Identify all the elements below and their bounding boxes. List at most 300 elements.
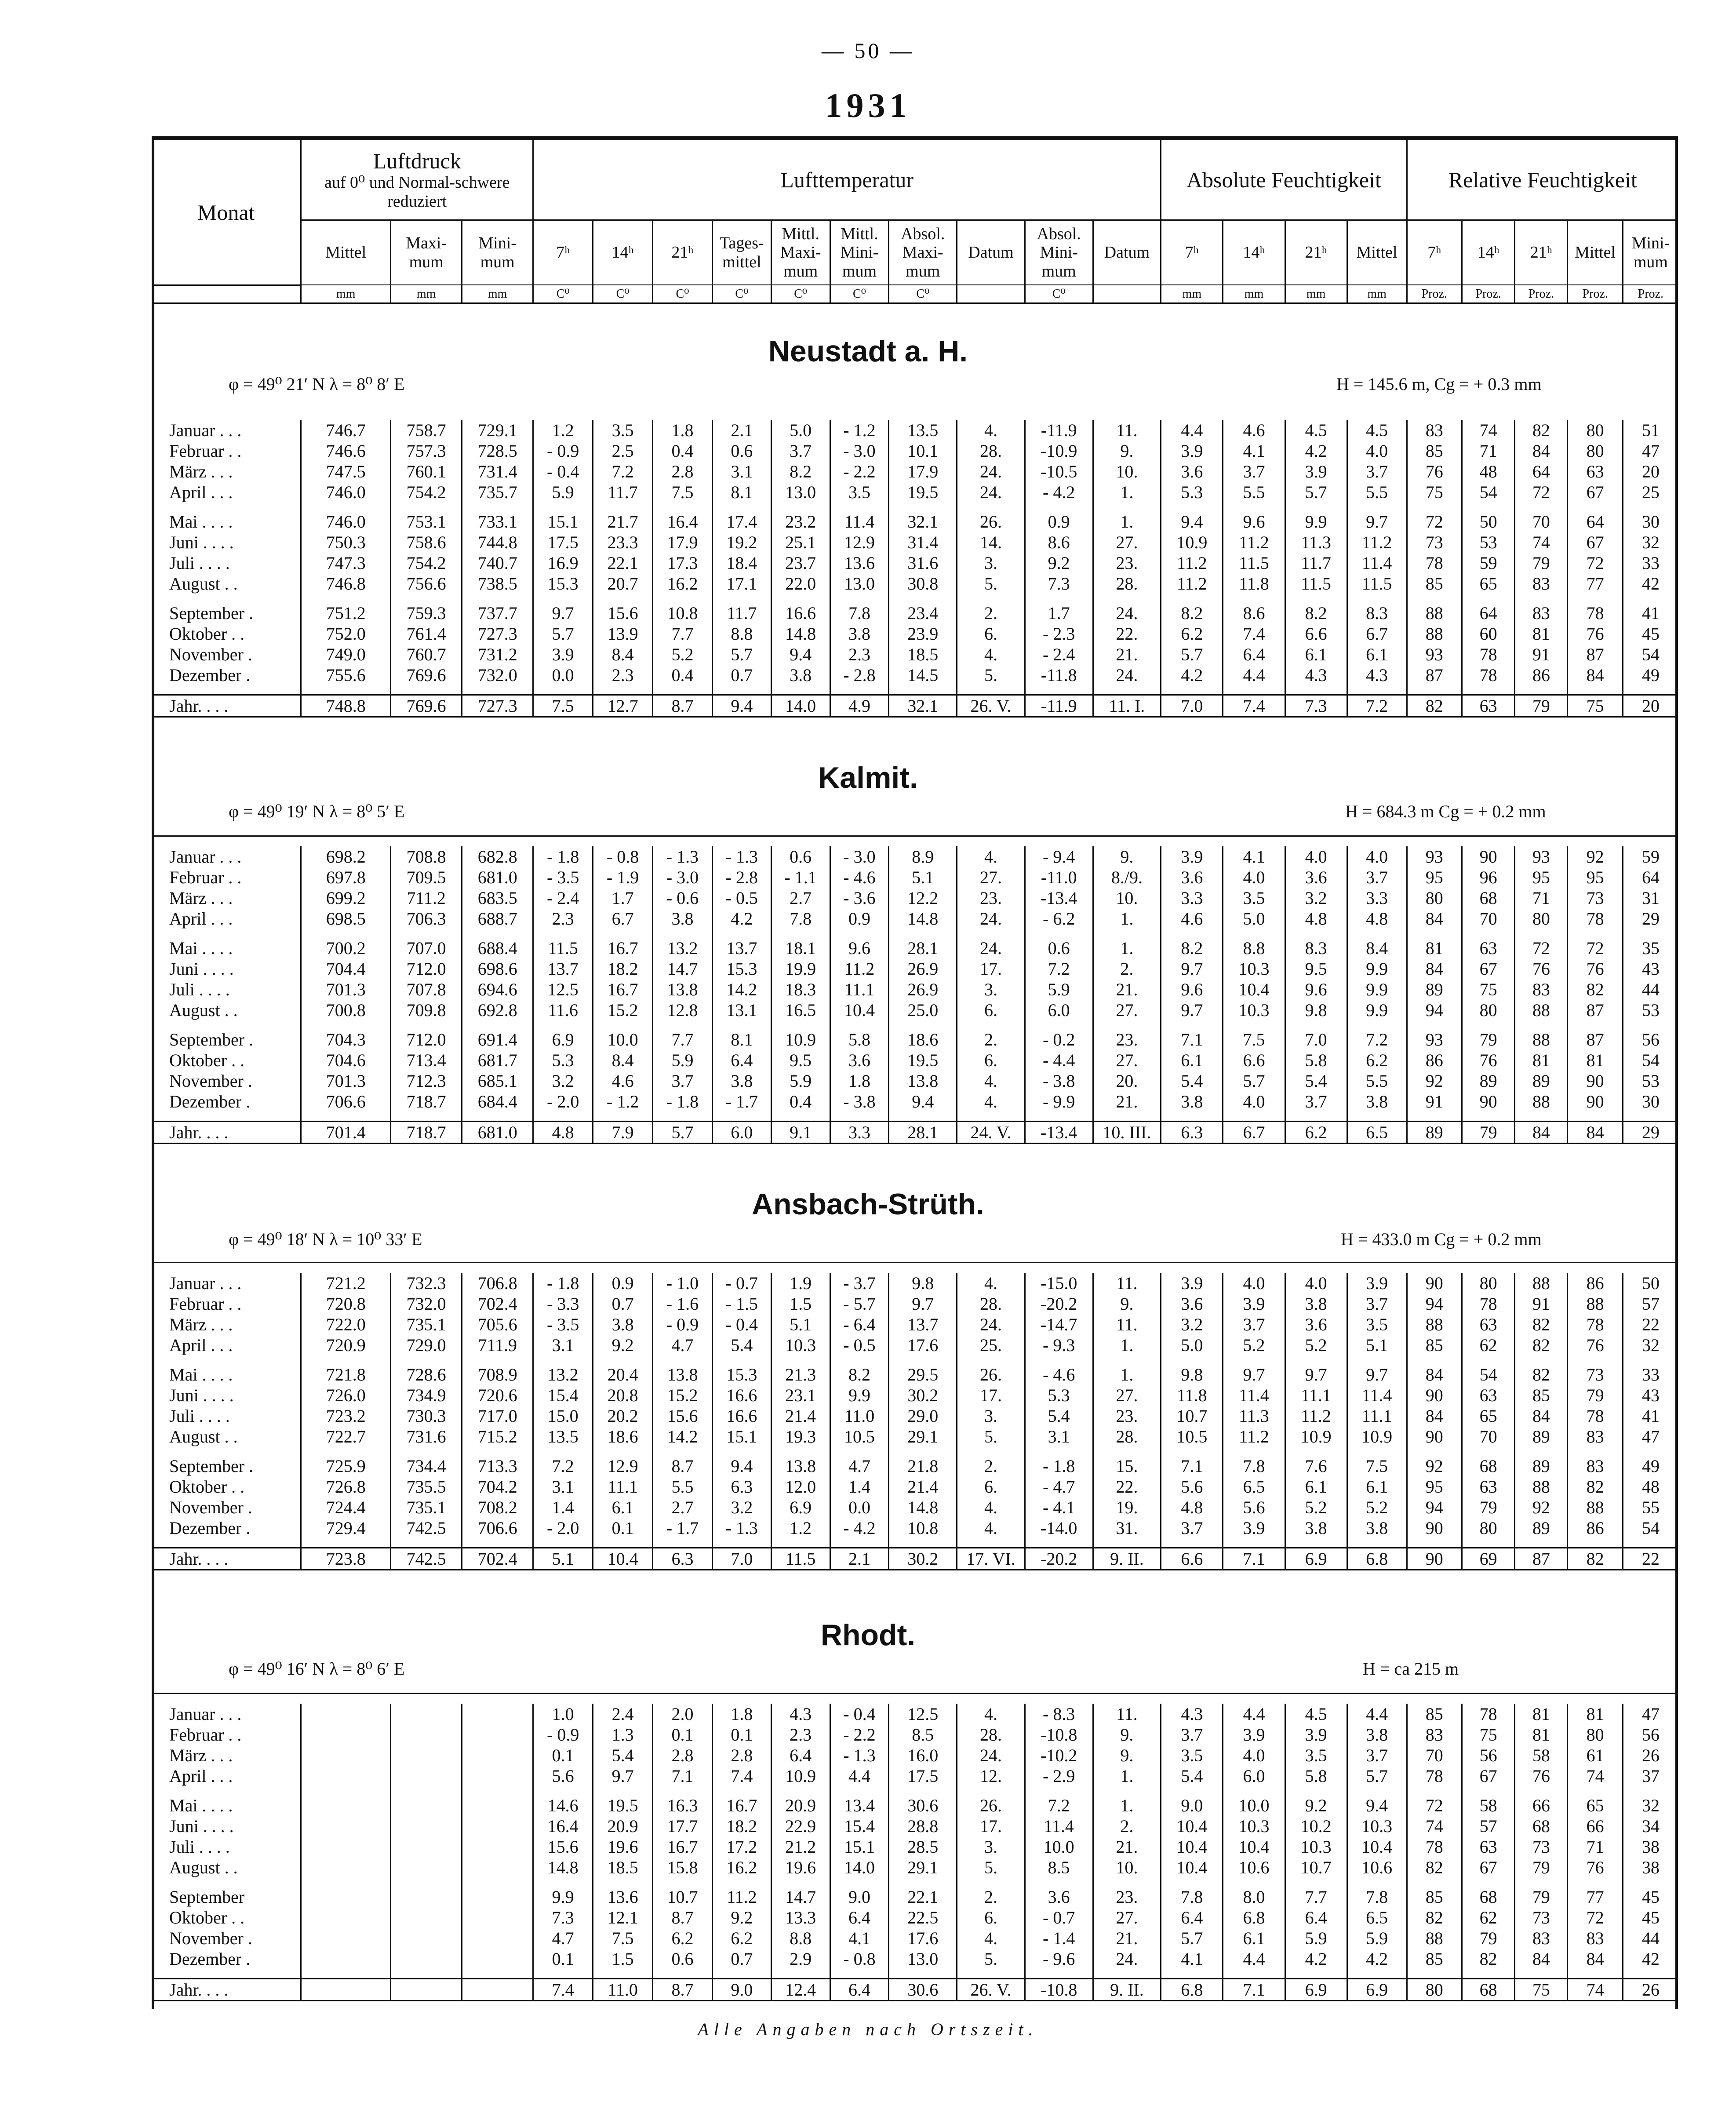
cell-value: 13.3 — [771, 1907, 830, 1928]
cell-value: 0.1 — [533, 1745, 593, 1766]
cell-value — [301, 1949, 391, 1969]
cell-value: 22 — [1623, 1314, 1678, 1335]
cell-value: 28. — [957, 441, 1025, 461]
cell-value: 23. — [1093, 1029, 1161, 1050]
month-label: Juni . . . . — [169, 1385, 234, 1405]
cell-value: 70 — [1462, 1426, 1514, 1447]
cell-value: 9.4 — [712, 695, 771, 717]
spacer-cell — [889, 1878, 957, 1887]
spacer-row — [152, 503, 1678, 511]
cell-value: 3.1 — [712, 461, 771, 482]
cell-value: 6.9 — [771, 1497, 830, 1518]
cell-value: 5.2 — [1223, 1335, 1285, 1355]
cell-value: 6.0 — [1025, 1000, 1093, 1020]
cell-value: 12.9 — [830, 532, 889, 553]
month-label: März . . . — [169, 1745, 233, 1765]
cell-value: 23.7 — [771, 553, 830, 573]
cell-value: 43 — [1623, 958, 1678, 979]
cell-value: 83 — [1407, 1724, 1462, 1745]
cell-value: 5.9 — [1285, 1928, 1347, 1949]
cell-value: 9.7 — [1347, 511, 1407, 532]
spacer-cell — [771, 1878, 830, 1887]
header-luftdruck-title: Luftdruck — [373, 149, 461, 174]
cell-value: 9.4 — [1161, 511, 1223, 532]
cell-value: 65 — [1462, 573, 1514, 594]
cell-value: 735.1 — [391, 1314, 462, 1335]
cell-value: 24. — [957, 461, 1025, 482]
cell-value: 8.4 — [593, 644, 653, 665]
cell-value: 11.4 — [1223, 1385, 1285, 1406]
cell-value: - 4.6 — [830, 867, 889, 888]
spacer-cell — [1347, 685, 1407, 695]
cell-value: 10.0 — [1025, 1836, 1093, 1857]
cell-value: 8.2 — [1285, 603, 1347, 623]
cell-value: 13.2 — [653, 938, 713, 958]
month-label: Januar . . . — [169, 847, 242, 867]
cell-value: 53 — [1462, 532, 1514, 553]
spacer-cell — [653, 929, 713, 938]
cell-value: - 9.3 — [1025, 1335, 1093, 1355]
cell-value: 10.4 — [1161, 1836, 1223, 1857]
cell-value: 3.9 — [533, 644, 593, 665]
cell-value: - 0.9 — [533, 1724, 593, 1745]
cell-value: 5.4 — [1161, 1766, 1223, 1786]
cell-value: 93 — [1407, 644, 1462, 665]
cell-value: 3.5 — [1285, 1745, 1347, 1766]
spacer-row — [152, 929, 1678, 938]
cell-value: 8.2 — [1161, 938, 1223, 958]
cell-value: 10.3 — [1223, 958, 1285, 979]
cell-value: 698.5 — [301, 908, 391, 929]
spacer-cell — [1515, 594, 1568, 603]
cell-value: 14.7 — [653, 958, 713, 979]
cell-value: 759.3 — [391, 603, 462, 623]
cell-value: 83 — [1568, 1928, 1623, 1949]
cell-value: -11.0 — [1025, 867, 1093, 888]
cell-value: 5.2 — [653, 644, 713, 665]
cell-value: 27. — [1093, 1050, 1161, 1071]
cell-value: 3.7 — [1347, 1745, 1407, 1766]
spacer-cell — [1568, 594, 1623, 603]
cell-value: 748.8 — [301, 695, 391, 717]
cell-value: 10.3 — [1285, 1836, 1347, 1857]
cell-value: 6.4 — [771, 1745, 830, 1766]
cell-value: 59 — [1623, 846, 1678, 867]
cell-value — [391, 1724, 462, 1745]
cell-value: 3.6 — [1161, 461, 1223, 482]
spacer-cell — [462, 1355, 533, 1364]
spacer-cell — [1623, 685, 1678, 695]
spacer-cell — [712, 503, 771, 511]
cell-value: 6.0 — [1223, 1766, 1285, 1786]
cell-value: 22.1 — [889, 1887, 957, 1907]
cell-value: 63 — [1462, 1314, 1514, 1335]
month-label: Februar . . — [169, 1725, 242, 1745]
cell-value: 7.8 — [1161, 1887, 1223, 1907]
month-label: November . — [169, 645, 252, 664]
column-header: Mittel — [1347, 220, 1407, 285]
spacer-cell — [1025, 503, 1093, 511]
cell-value: 65 — [1568, 1795, 1623, 1816]
cell-value: 41 — [1623, 603, 1678, 623]
cell-value: 2.3 — [593, 665, 653, 685]
cell-value: 89 — [1515, 1518, 1568, 1538]
spacer-cell — [1093, 1355, 1161, 1364]
cell-value — [462, 1724, 533, 1745]
cell-value: 3.7 — [1223, 1314, 1285, 1335]
spacer-cell — [712, 685, 771, 695]
cell-value: 0.6 — [771, 846, 830, 867]
cell-value: 6.1 — [1347, 644, 1407, 665]
cell-value: 6.5 — [1223, 1476, 1285, 1497]
cell-value: 15.4 — [830, 1816, 889, 1836]
cell-value: 18.5 — [593, 1857, 653, 1878]
cell-value: 11.5 — [533, 938, 593, 958]
cell-value: 11. — [1093, 420, 1161, 441]
spacer-cell — [957, 594, 1025, 603]
cell-value: 11. — [1093, 1704, 1161, 1724]
cell-value: 88 — [1568, 1497, 1623, 1518]
table-row — [152, 979, 1678, 1000]
cell-value: - 5.7 — [830, 1293, 889, 1314]
cell-value: 3.9 — [1161, 1273, 1223, 1293]
cell-value: 19.6 — [771, 1857, 830, 1878]
spacer-cell — [1407, 594, 1462, 603]
month-label: Dezember . — [169, 1518, 251, 1538]
spacer-cell — [593, 1447, 653, 1456]
spacer-cell — [771, 1020, 830, 1029]
cell-value — [462, 1766, 533, 1786]
spacer-cell — [712, 1447, 771, 1456]
cell-value: 5.7 — [1285, 482, 1347, 503]
cell-value: 7.1 — [1223, 1548, 1285, 1570]
cell-value: 76 — [1568, 958, 1623, 979]
cell-value: 50 — [1462, 511, 1514, 532]
cell-value: 17. — [957, 1816, 1025, 1836]
station-title-rhodt: Rhodt. — [820, 1618, 916, 1652]
spacer-cell — [653, 685, 713, 695]
cell-value: 4.9 — [830, 695, 889, 717]
cell-value: 6.4 — [830, 1979, 889, 2001]
cell-value: 3.9 — [1161, 441, 1223, 461]
spacer-cell — [957, 929, 1025, 938]
cell-value: 3.9 — [1161, 846, 1223, 867]
spacer-cell — [653, 1355, 713, 1364]
cell-value: 72 — [1407, 1795, 1462, 1816]
cell-value: 63 — [1568, 461, 1623, 482]
cell-value: 11.4 — [830, 511, 889, 532]
cell-value: 4. — [957, 1928, 1025, 1949]
cell-value: 86 — [1568, 1273, 1623, 1293]
cell-value — [462, 1816, 533, 1836]
cell-value: 38 — [1623, 1857, 1678, 1878]
cell-value: 5.3 — [533, 1050, 593, 1071]
spacer-cell — [1347, 1878, 1407, 1887]
cell-value: 3.6 — [1161, 867, 1223, 888]
spacer-cell — [1515, 1447, 1568, 1456]
cell-value: 21. — [1093, 644, 1161, 665]
cell-value: 5.1 — [889, 867, 957, 888]
cell-value: 4. — [957, 846, 1025, 867]
cell-value: 706.3 — [391, 908, 462, 929]
cell-value: 1.4 — [830, 1476, 889, 1497]
cell-value: 72 — [1568, 1907, 1623, 1928]
cell-value: - 9.4 — [1025, 846, 1093, 867]
table-row — [152, 1406, 1678, 1426]
table-row — [152, 867, 1678, 888]
cell-value: - 4.6 — [1025, 1364, 1093, 1385]
cell-value: - 6.4 — [830, 1314, 889, 1335]
cell-value — [301, 1766, 391, 1786]
cell-value: 681.7 — [462, 1050, 533, 1071]
cell-value: 5.4 — [712, 1335, 771, 1355]
cell-value: 1.8 — [653, 420, 713, 441]
spacer-cell — [889, 1969, 957, 1979]
cell-value: 691.4 — [462, 1029, 533, 1050]
spacer-cell — [1515, 1538, 1568, 1548]
spacer-cell — [1568, 685, 1623, 695]
cell-value: 728.6 — [391, 1364, 462, 1385]
cell-value: 4.1 — [1223, 846, 1285, 867]
divider — [152, 1262, 1678, 1263]
cell-value: 11.2 — [1223, 1426, 1285, 1447]
cell-value: 29 — [1623, 1122, 1678, 1144]
cell-value: 6.1 — [1347, 1476, 1407, 1497]
cell-value: 6.2 — [653, 1928, 713, 1949]
cell-value: 11.8 — [1223, 573, 1285, 594]
cell-value: 83 — [1515, 573, 1568, 594]
month-label: Februar . . — [169, 441, 242, 461]
cell-value: 15.3 — [712, 1364, 771, 1385]
cell-value: 83 — [1515, 603, 1568, 623]
cell-value: 31. — [1093, 1518, 1161, 1538]
cell-value: 15.8 — [653, 1857, 713, 1878]
cell-value: 10.6 — [1347, 1857, 1407, 1878]
cell-value: 707.0 — [391, 938, 462, 958]
cell-value: 81 — [1515, 623, 1568, 644]
cell-value: 92 — [1407, 1456, 1462, 1476]
cell-value: 24. — [957, 1314, 1025, 1335]
spacer-cell — [889, 503, 957, 511]
cell-value: 42 — [1623, 573, 1678, 594]
cell-value — [301, 1704, 391, 1724]
cell-value: 5.1 — [533, 1548, 593, 1570]
cell-value: 58 — [1462, 1795, 1514, 1816]
spacer-cell — [1285, 929, 1347, 938]
spacer-cell — [1223, 1355, 1285, 1364]
spacer-cell — [301, 594, 391, 603]
cell-value: 7.3 — [1025, 573, 1093, 594]
cell-value: 12.5 — [533, 979, 593, 1000]
cell-value: 9.4 — [1347, 1795, 1407, 1816]
cell-value: 68 — [1462, 888, 1514, 908]
cell-value: 3.7 — [653, 1071, 713, 1091]
cell-value: 20. — [1093, 1071, 1161, 1091]
cell-value: 12. — [957, 1766, 1025, 1786]
spacer-cell — [391, 1020, 462, 1029]
cell-value: 8.8 — [771, 1928, 830, 1949]
spacer-cell — [1223, 1786, 1285, 1795]
cell-value: 92 — [1568, 846, 1623, 867]
cell-value: 685.1 — [462, 1071, 533, 1091]
spacer-cell — [1462, 1112, 1514, 1122]
spacer-cell — [1025, 929, 1093, 938]
cell-value: - 1.3 — [712, 846, 771, 867]
cell-value: 5.0 — [771, 420, 830, 441]
cell-value: 66 — [1515, 1795, 1568, 1816]
cell-value: 4.4 — [830, 1766, 889, 1786]
cell-value: 78 — [1407, 553, 1462, 573]
cell-value: 90 — [1407, 1426, 1462, 1447]
column-header: Absol. Maxi-mum — [889, 220, 957, 285]
spacer-cell — [1161, 1969, 1223, 1979]
cell-value: 4.6 — [593, 1071, 653, 1091]
cell-value — [391, 1979, 462, 2001]
cell-value — [301, 1907, 391, 1928]
month-label: Jahr. . . . — [152, 695, 301, 717]
cell-value: 18.4 — [712, 553, 771, 573]
cell-value: 15.1 — [712, 1426, 771, 1447]
cell-value: 76 — [1568, 623, 1623, 644]
cell-value: 7.5 — [593, 1928, 653, 1949]
cell-value: 10.4 — [1161, 1816, 1223, 1836]
cell-value: 8.1 — [712, 482, 771, 503]
cell-value: 4. — [957, 420, 1025, 441]
cell-value: 76 — [1515, 1766, 1568, 1786]
cell-value: 80 — [1568, 420, 1623, 441]
cell-value: 91 — [1515, 1293, 1568, 1314]
column-unit: Proz. — [1515, 285, 1568, 303]
cell-value: 746.0 — [301, 482, 391, 503]
station-coords-ansbach: φ = 49⁰ 18′ N λ = 10⁰ 33′ E — [229, 1229, 422, 1249]
cell-value: 10.4 — [1223, 979, 1285, 1000]
cell-value: 10.1 — [889, 441, 957, 461]
spacer-cell — [1223, 929, 1285, 938]
cell-value: 11.6 — [533, 1000, 593, 1020]
spacer-cell — [462, 1786, 533, 1795]
spacer-cell — [830, 929, 889, 938]
station-height-kalmit: H = 684.3 m Cg = + 0.2 mm — [1345, 801, 1546, 821]
cell-value: 64 — [1515, 461, 1568, 482]
spacer-cell — [771, 1112, 830, 1122]
cell-value: 14.8 — [533, 1857, 593, 1878]
cell-value: 742.5 — [391, 1548, 462, 1570]
cell-value: 6.6 — [1161, 1548, 1223, 1570]
cell-value: 9.7 — [889, 1293, 957, 1314]
header-relative-feuchtigkeit: Relative Feuchtigkeit — [1407, 138, 1678, 220]
spacer-cell — [1025, 594, 1093, 603]
cell-value: - 4.4 — [1025, 1050, 1093, 1071]
spacer-cell — [462, 1447, 533, 1456]
column-unit: mm — [1223, 285, 1285, 303]
cell-value: 45 — [1623, 1887, 1678, 1907]
cell-value: 14.0 — [771, 695, 830, 717]
spacer-cell — [1347, 1112, 1407, 1122]
spacer-cell — [771, 1786, 830, 1795]
cell-value: 17.3 — [653, 553, 713, 573]
cell-value: 694.6 — [462, 979, 533, 1000]
spacer-cell — [152, 685, 301, 695]
cell-value: 7.4 — [1223, 695, 1285, 717]
spacer-cell — [771, 1538, 830, 1548]
cell-value: 746.6 — [301, 441, 391, 461]
header-monat: Monat — [152, 138, 301, 285]
cell-value: 90 — [1462, 1091, 1514, 1112]
cell-value: 0.6 — [1025, 938, 1093, 958]
cell-value: 9.0 — [830, 1887, 889, 1907]
cell-value: 3.7 — [1161, 1724, 1223, 1745]
cell-value: 21.7 — [593, 511, 653, 532]
cell-value: 15. — [1093, 1456, 1161, 1476]
month-label: Juni . . . . — [169, 532, 234, 552]
spacer-cell — [1285, 1355, 1347, 1364]
cell-value: 10.7 — [653, 1887, 713, 1907]
table-row — [152, 1071, 1678, 1091]
cell-value: 6. — [957, 1907, 1025, 1928]
cell-value: 17.6 — [889, 1928, 957, 1949]
cell-value: 6. — [957, 1050, 1025, 1071]
cell-value: 3. — [957, 979, 1025, 1000]
cell-value: 3.2 — [1285, 888, 1347, 908]
cell-value: 82 — [1407, 695, 1462, 717]
table-row — [152, 420, 1678, 441]
cell-value: 78 — [1568, 908, 1623, 929]
cell-value: 0.6 — [653, 1949, 713, 1969]
cell-value: 3.8 — [830, 623, 889, 644]
cell-value: 30.8 — [889, 573, 957, 594]
cell-value: 63 — [1462, 1385, 1514, 1406]
cell-value: 13.0 — [771, 482, 830, 503]
spacer-cell — [712, 1538, 771, 1548]
cell-value: 5.5 — [1347, 482, 1407, 503]
cell-value: 9.2 — [593, 1335, 653, 1355]
header-luftdruck — [301, 138, 533, 220]
cell-value — [391, 1795, 462, 1816]
cell-value: 78 — [1407, 1766, 1462, 1786]
cell-value: 723.8 — [301, 1548, 391, 1570]
spacer-cell — [712, 1969, 771, 1979]
cell-value: 78 — [1462, 1293, 1514, 1314]
cell-value: 72 — [1568, 938, 1623, 958]
spacer-cell — [1223, 685, 1285, 695]
cell-value: 73 — [1407, 532, 1462, 553]
month-label: November . — [169, 1497, 252, 1517]
cell-value: 705.6 — [462, 1314, 533, 1335]
cell-value: 729.0 — [391, 1335, 462, 1355]
station-coords-neustadt: φ = 49⁰ 21′ N λ = 8⁰ 8′ E — [229, 374, 405, 394]
spacer-cell — [1623, 1969, 1678, 1979]
column-header: Mittel — [1568, 220, 1623, 285]
cell-value: 8.3 — [1347, 603, 1407, 623]
cell-value: 68 — [1515, 1816, 1568, 1836]
divider — [152, 1693, 1678, 1694]
cell-value: 1.2 — [771, 1518, 830, 1538]
cell-value: 1. — [1093, 1766, 1161, 1786]
spacer-cell — [1623, 1786, 1678, 1795]
cell-value: 12.9 — [593, 1456, 653, 1476]
cell-value: 79 — [1462, 1029, 1514, 1050]
cell-value: 3.3 — [1161, 888, 1223, 908]
cell-value: 10.3 — [1347, 1816, 1407, 1836]
column-unit: mm — [1161, 285, 1223, 303]
cell-value: 5.6 — [533, 1766, 593, 1786]
cell-value: 32.1 — [889, 695, 957, 717]
cell-value: 11.8 — [1161, 1385, 1223, 1406]
cell-value: 11.1 — [1285, 1385, 1347, 1406]
cell-value: 9.8 — [889, 1273, 957, 1293]
cell-value: 11.1 — [593, 1476, 653, 1497]
cell-value: 711.9 — [462, 1335, 533, 1355]
